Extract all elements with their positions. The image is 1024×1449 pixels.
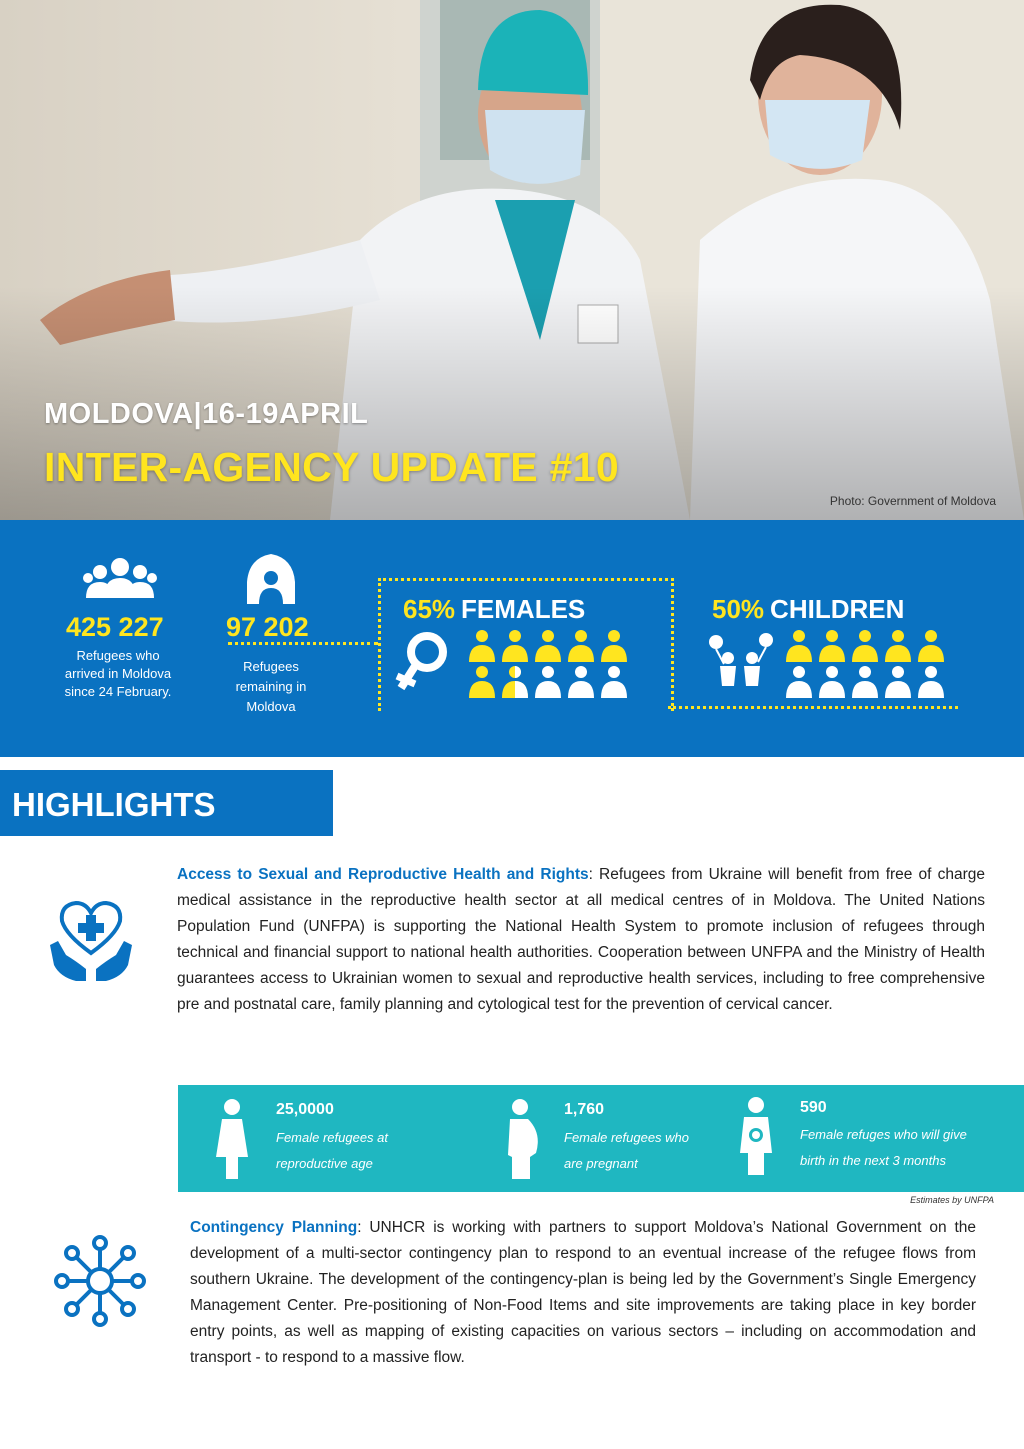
hero-subtitle: MOLDOVA|16-19APRIL: [44, 398, 369, 430]
child-icon-4: [885, 630, 911, 662]
stats-band: [0, 520, 1024, 757]
stat3-label-2: birth in the next 3 months: [800, 1153, 946, 1168]
remaining-value: 97 202: [226, 612, 309, 642]
stat3-value: 590: [800, 1099, 827, 1116]
females-percent: 65%: [403, 594, 456, 624]
female-icon-6: [469, 666, 495, 698]
stat2-label-2: are pregnant: [564, 1156, 638, 1171]
woman-figure-icon: [214, 1099, 250, 1179]
health-hands-icon: [46, 895, 136, 985]
child-icon-10: [918, 666, 944, 698]
stat3-label-1: Female refuges who will give: [800, 1127, 967, 1142]
child-icon-1: [786, 630, 812, 662]
stat2-label-1: Female refugees who: [564, 1130, 690, 1145]
female-icon-9: [568, 666, 594, 698]
hero-photo: [0, 0, 1024, 520]
contingency-paragraph: [190, 1215, 976, 1371]
female-icon-4: [568, 630, 594, 662]
estimates-source: Estimates by UNFPA: [910, 1195, 994, 1205]
female-symbol-icon: [395, 630, 455, 694]
people-group-icon: [80, 558, 160, 600]
females-heading: [403, 594, 585, 625]
child-icon-6: [786, 666, 812, 698]
srh-paragraph: [177, 862, 985, 1018]
hero-banner: [0, 0, 1024, 520]
female-icon-3: [535, 630, 561, 662]
contingency-text: : UNHCR is working with partners to support Moldova’s National Government on the development of a multi-sector contingency plan to respond to an eventual increase of the refugee flows from southern Ukraine. The development of the contingency-plan is being led by the Government’s Single Emergency Management Center. Pre-positioning of Non-Food Items and site improvements are taking place in key border entry points, as well as mapping of existing capacities on various sectors – including on accommodation and transport - to respond to a massive flow.: [190, 1219, 976, 1366]
children-balloons-icon: [708, 632, 774, 688]
remaining-label: Refugees remaining in Moldova: [235, 659, 307, 714]
female-icon-10: [601, 666, 627, 698]
child-icon-9: [885, 666, 911, 698]
children-word: CHILDREN: [770, 594, 905, 624]
female-icon-2: [502, 630, 528, 662]
mother-baby-icon: [738, 1097, 774, 1177]
females-word: FEMALES: [461, 594, 586, 624]
unfpa-stats-band: [178, 1085, 1024, 1192]
female-icon-7: [502, 666, 528, 698]
female-icon-1: [469, 630, 495, 662]
highlights-heading: HIGHLIGHTS: [12, 786, 216, 823]
stat1-label-1: Female refugees at: [276, 1130, 389, 1145]
hero-title: INTER-AGENCY UPDATE #10: [44, 444, 619, 490]
female-icon-5: [601, 630, 627, 662]
child-icon-grid: [782, 628, 952, 698]
stat1-label-2: reproductive age: [276, 1156, 373, 1171]
female-icon-grid: [465, 628, 635, 698]
srh-lead: Access to Sexual and Reproductive Health and Rights: [177, 866, 589, 883]
children-percent: 50%: [712, 594, 765, 624]
shelter-icon: [243, 552, 299, 606]
female-icon-8: [535, 666, 561, 698]
highlights-bar: [0, 770, 333, 836]
arrived-value: 425 227: [66, 612, 164, 642]
stat1-value: 25,0000: [276, 1101, 334, 1118]
child-icon-3: [852, 630, 878, 662]
child-icon-5: [918, 630, 944, 662]
stat2-value: 1,760: [564, 1101, 605, 1118]
srh-text: : Refugees from Ukraine will benefit from free of charge medical assistance in the reproductive health sector at all medical centres of in Moldova. The United Nations Population Fund (UNFPA) is supporting the National Health System to promote inclusion of refugees through technical and financial support to national health authorities. Cooperation between UNFPA and the Ministry of Health guarantees access to Ukrainian women to sexual and reproductive health services, including to free comprehensive pre and postnatal care, family planning and cytological test for the prevention of cervical cancer.: [177, 866, 985, 1013]
arrived-label: Refugees who arrived in Moldova since 24 February.: [64, 648, 172, 699]
children-heading: [712, 594, 904, 625]
network-hub-icon: [54, 1235, 146, 1327]
photo-credit: Photo: Government of Moldova: [829, 494, 996, 508]
contingency-lead: Contingency Planning: [190, 1219, 358, 1236]
pregnant-woman-icon: [504, 1099, 544, 1179]
child-icon-7: [819, 666, 845, 698]
child-icon-2: [819, 630, 845, 662]
child-icon-8: [852, 666, 878, 698]
divider-dots: [228, 642, 378, 645]
